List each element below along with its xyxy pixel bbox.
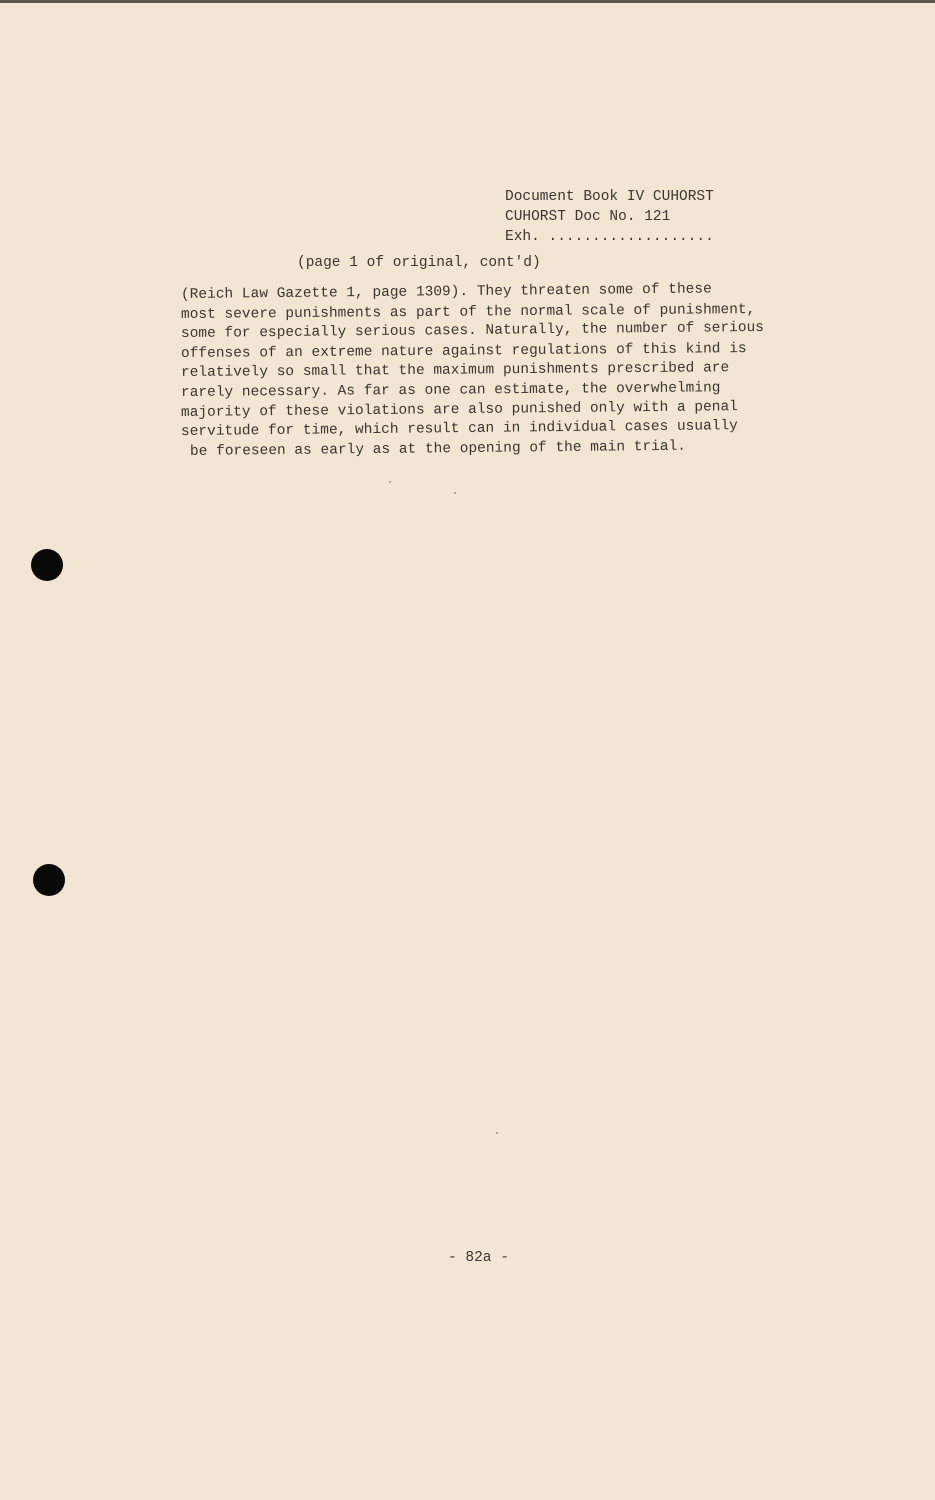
scan-top-edge (0, 0, 935, 3)
body-paragraph (180, 281, 841, 462)
paper-speck (496, 1132, 498, 1134)
body-line: relatively so small that the maximum punishments prescribed are (180, 360, 730, 382)
exhibit-line: Exh. ................... (505, 229, 714, 245)
body-line: (Reich Law Gazette 1, page 1309). They threaten some of these (180, 281, 712, 303)
body-line: most severe punishments as part of the normal scale of punishment, (180, 301, 756, 323)
continuation-note: (page 1 of original, cont'd) (297, 255, 541, 271)
punch-hole (31, 549, 63, 581)
paper-speck (389, 481, 391, 483)
body-line: offenses of an extreme nature against regulations of this kind is (180, 340, 747, 362)
doc-number-line: CUHORST Doc No. 121 (505, 209, 671, 225)
body-line: be foreseen as early as at the opening of the main trial. (189, 438, 687, 460)
body-line: rarely necessary. As far as one can estimate, the overwhelming (180, 380, 721, 401)
body-line: majority of these violations are also punished only with a penal (180, 398, 738, 421)
paper-speck (454, 492, 456, 494)
document-header (505, 187, 714, 247)
body-line: servitude for time, which result can in individual cases usually (180, 418, 738, 441)
document-book-line: Document Book IV CUHORST (505, 189, 714, 205)
body-line: some for especially serious cases. Naturally, the number of serious (180, 320, 765, 343)
page-number: - 82a - (448, 1250, 509, 1266)
punch-hole (33, 864, 65, 896)
